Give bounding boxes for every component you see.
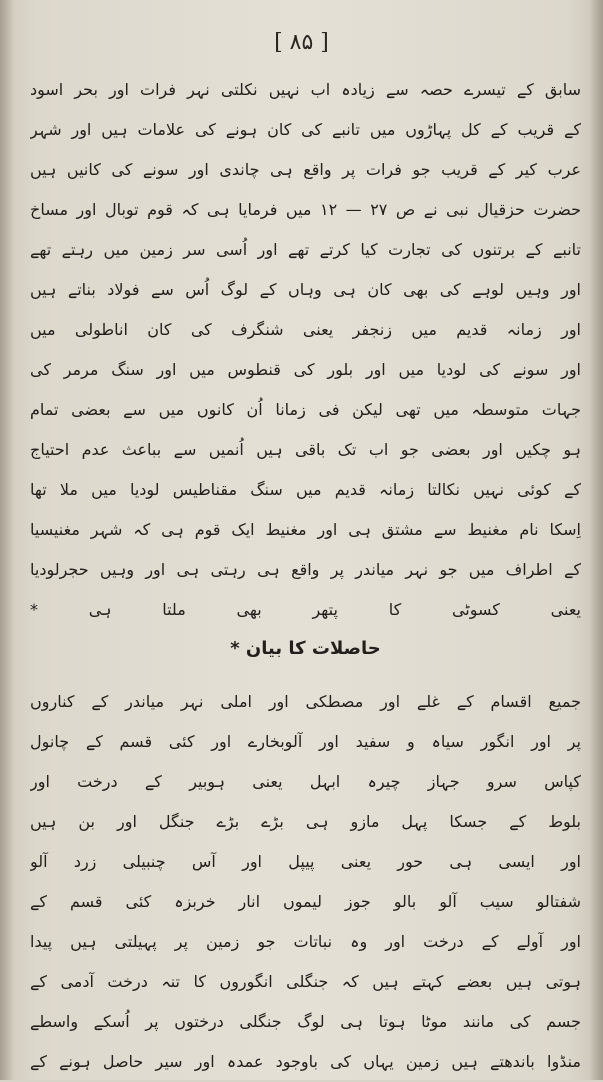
text-line: اور ایسی ہی حور یعنی پیپل اور آس چنبیلی زرد آلو: [30, 852, 581, 871]
text-line: جہات متوسطہ میں تھی لیکن فی زمانا اُن کانوں میں سے بعضی تمام: [30, 400, 581, 419]
paragraph-mines: [30, 70, 581, 630]
section-heading-wrap: [30, 630, 581, 682]
text-line: کے اطراف میں جو نہر میاندر پر واقع ہی رہتی ہی اور وہیں حجرلودیا: [30, 560, 581, 579]
section-heading: حاصلات کا بیان *: [230, 638, 381, 659]
text-line: منڈوا باندھتے ہیں زمین یہاں کی باوجود عمدہ اور سیر حاصل ہونے کے: [30, 1052, 581, 1071]
page-body: [30, 70, 581, 1082]
text-line: اور زمانہ قدیم میں زنجفر یعنی شنگرف کی کان اناطولی میں: [30, 320, 581, 339]
page-edge-shadow-left: [0, 0, 14, 1080]
page-edge-shadow-right: [589, 0, 603, 1080]
text-line: جمیع اقسام کے غلے اور مصطکی اور املی نہر میاندر کے کناروں: [30, 692, 581, 711]
text-line: سابق کے تیسرے حصہ سے زیادہ اب نہیں نکلتی نہر فرات اور بحر اسود: [30, 80, 581, 99]
text-line: ہوتی ہیں بعضے کہتے ہیں کہ جنگلی انگوروں کا تنہ درخت آدمی کے: [30, 972, 581, 991]
text-line: جسم کی مانند موٹا ہوتا ہی لوگ جنگلی درختوں پر اُسکے واسطے: [30, 1012, 581, 1031]
text-line: تانبے کے برتنوں کی تجارت کیا کرتے تھے اور اُسی سر زمین میں رہتے تھے: [30, 240, 581, 259]
text-line: اور سونے کی لودیا میں اور بلور کی قنطوس میں اور سنگ مرمر کی: [30, 360, 581, 379]
paragraph-produce: [30, 682, 581, 1082]
text-line: شفتالو سیب آلو بالو جوز لیموں انار خربزہ کئی قسم کے: [30, 892, 581, 911]
text-line: یعنی کسوٹی کا پتھر بھی ملتا ہی *: [30, 600, 581, 619]
text-line: کپاس سرو جہاز چیرہ ابہل یعنی ہوبیر کے درخت اور: [30, 772, 581, 791]
text-line: حضرت حزقیال نبی نے ص ۲۷ — ۱۲ میں فرمایا ہی کہ قوم توبال اور مساخ: [30, 200, 581, 219]
text-line: عرب کیر کے قریب جو فرات پر واقع ہی چاندی اور سونے کی کانیں ہیں: [30, 160, 581, 179]
text-line: کے کوئی نہیں نکالتا زمانہ قدیم میں سنگ مقناطیس لودیا میں ملا تھا: [30, 480, 581, 499]
text-line: اور وہیں لوہے کی بھی کان ہی وہاں کے لوگ اُس سے فولاد بناتے ہیں: [30, 280, 581, 299]
text-line: پر اور انگور سیاہ و سفید اور آلوبخارے اور کئی قسم کے چانول: [30, 732, 581, 751]
text-line: اِسکا نام مغنیط سے مشتق ہی اور مغنیط ایک قوم ہی کہ شہر مغنیسیا: [30, 520, 581, 539]
page-number: [ ۸۵ ]: [274, 30, 329, 55]
text-line: کے قریب کے کل پہاڑوں میں تانبے کی کان ہونے کی علامات ہیں اور شہر: [30, 120, 581, 139]
text-line: بلوط کے جسکا پہل مازو ہی بڑے بڑے جنگل اور بن ہیں: [30, 812, 581, 831]
text-line: اور آولے کے درخت اور وہ نباتات جو زمین پر پہیلتی ہیں پیدا: [30, 932, 581, 951]
text-line: ہو چکیں اور بعضی جو اب تک باقی ہیں اُنمیں سے بباعث عدم احتیاج: [30, 440, 581, 459]
